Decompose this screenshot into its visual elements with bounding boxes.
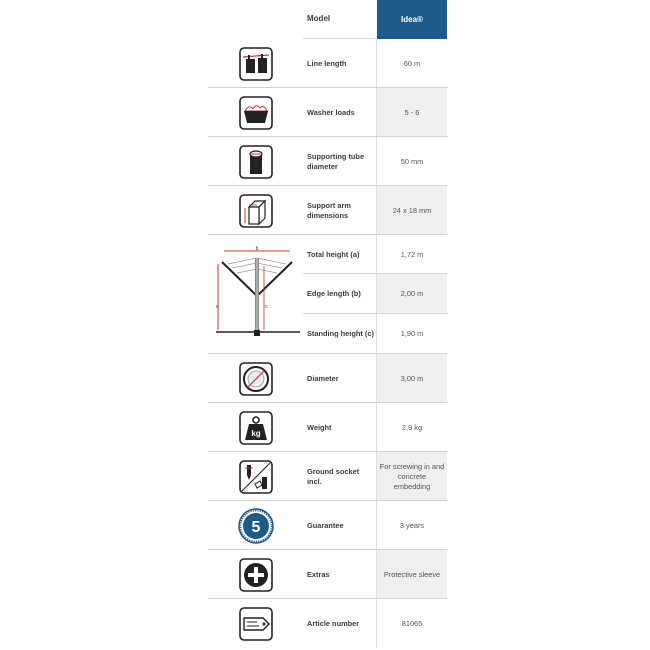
table-header xyxy=(208,0,448,39)
row-value: 2,00 m xyxy=(377,274,447,314)
guarantee-badge-icon xyxy=(230,501,282,550)
table-row xyxy=(208,39,448,88)
product-header: Idea® xyxy=(377,0,447,39)
row-value: 5 - 6 xyxy=(377,88,447,137)
row-label: Line length xyxy=(307,58,347,68)
table-row xyxy=(208,599,448,648)
table-row xyxy=(208,452,448,501)
arm-dimensions-icon xyxy=(230,186,282,235)
label-c: c xyxy=(265,304,268,310)
row-label: Extras xyxy=(307,569,330,579)
table-row xyxy=(208,88,448,137)
row-label: Support arm dimensions xyxy=(307,200,351,220)
row-label: Diameter xyxy=(307,373,339,383)
row-label: Standing height (c) xyxy=(307,329,374,338)
row-label: Total height (a) xyxy=(307,249,360,259)
laundry-basket-icon xyxy=(230,88,282,137)
label-a: a xyxy=(216,304,219,310)
row-value: 1,90 m xyxy=(377,314,447,354)
row-value: Protective sleeve xyxy=(377,550,447,599)
row-label: Edge length (b) xyxy=(307,289,361,298)
plus-cross-icon xyxy=(230,550,282,599)
row-label: Washer loads xyxy=(307,107,355,117)
row-label: Article number xyxy=(307,618,360,628)
row-value: 3,00 m xyxy=(377,354,447,403)
row-value: 50 mm xyxy=(377,137,447,186)
table-row xyxy=(208,354,448,403)
row-label: Weight xyxy=(307,422,332,432)
model-header: Model xyxy=(307,14,331,23)
row-label: Ground socket incl. xyxy=(307,466,360,486)
row-value: 24 x 18 mm xyxy=(377,186,447,235)
weight-icon-label: kg xyxy=(251,428,261,438)
diameter-icon xyxy=(230,354,282,403)
badge-number: 5 xyxy=(251,518,261,536)
row-value: 3 years xyxy=(377,501,447,550)
table-row xyxy=(208,403,448,452)
table-row xyxy=(208,501,448,550)
clothesline-icon xyxy=(230,39,282,88)
label-b: b xyxy=(255,246,259,252)
row-value: 60 m xyxy=(377,39,447,88)
row-value: 1,72 m xyxy=(377,235,447,274)
table-row xyxy=(208,137,448,186)
weight-icon xyxy=(230,403,282,452)
table-row xyxy=(208,186,448,235)
row-value: For screwing in and concrete embedding xyxy=(377,452,447,501)
ground-socket-icon xyxy=(230,452,282,501)
row-label: Guarantee xyxy=(307,520,344,530)
table-row xyxy=(208,550,448,599)
row-value: 2,9 kg xyxy=(377,403,447,452)
row-value: 81065 xyxy=(377,599,447,648)
row-label: Supporting tube diameter xyxy=(307,151,365,171)
dryer-diagram xyxy=(212,244,304,340)
price-tag-icon xyxy=(230,599,282,648)
tube-diameter-icon xyxy=(230,137,282,186)
